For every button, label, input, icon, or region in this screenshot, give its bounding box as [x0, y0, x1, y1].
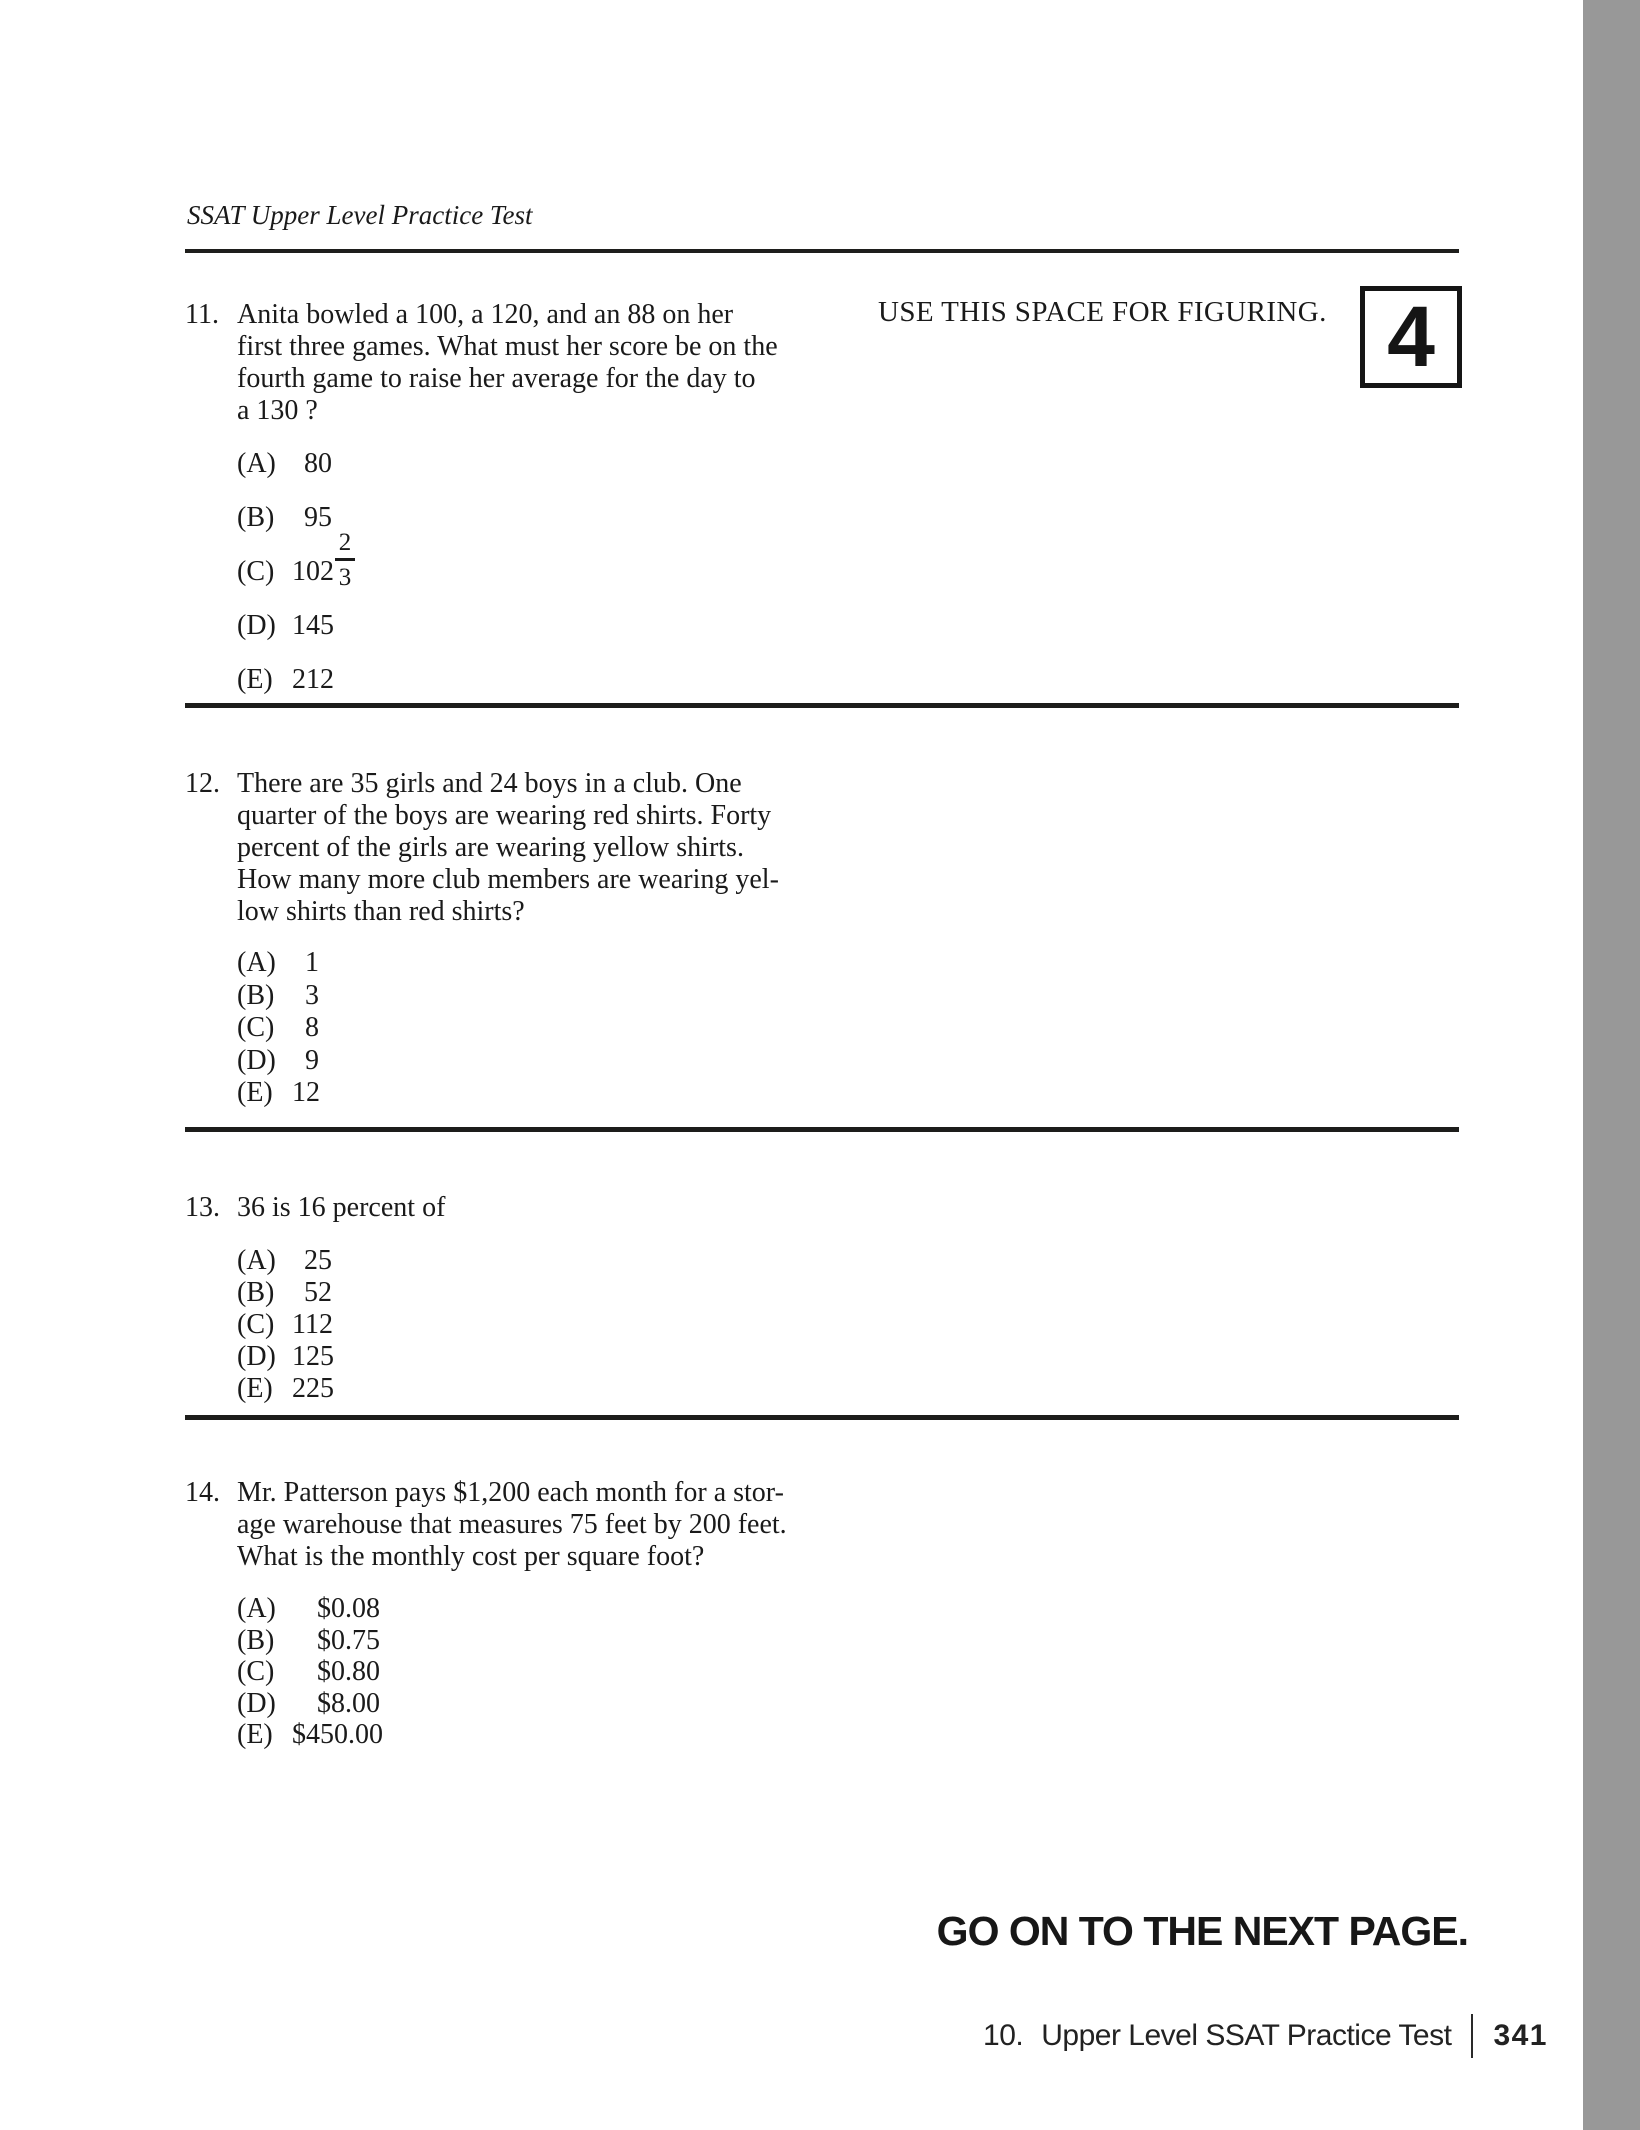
options-list	[237, 1245, 445, 1405]
question-text-line: fourth game to raise her average for the day to	[237, 363, 756, 394]
option-row	[237, 529, 778, 610]
question-text-line: a 130 ?	[237, 395, 318, 426]
option-value: 3	[305, 979, 319, 1011]
footer	[983, 2014, 1548, 2058]
option-value: 12	[292, 1077, 320, 1108]
option-letter: (D)	[237, 1341, 276, 1372]
option-letter: (D)	[237, 1044, 276, 1076]
option-row	[237, 1373, 445, 1405]
options-list	[237, 1593, 787, 1751]
question-11	[185, 299, 778, 718]
option-value: 112	[292, 1309, 333, 1340]
section-number-box: 4	[1360, 286, 1462, 388]
option-letter: (B)	[237, 1624, 275, 1656]
question-text-line: low shirts than red shirts?	[237, 896, 525, 927]
option-letter: (B)	[237, 502, 275, 533]
figuring-note: USE THIS SPACE FOR FIGURING.	[878, 296, 1327, 328]
footer-divider	[1471, 2014, 1473, 2058]
option-value: 225	[292, 1373, 334, 1404]
option-value: $450.00	[292, 1719, 383, 1750]
question-number: 14.	[185, 1477, 220, 1508]
option-letter: (A)	[237, 947, 276, 978]
question-13	[185, 1192, 445, 1405]
option-value: 80	[304, 448, 332, 479]
option-letter: (E)	[237, 1373, 273, 1404]
question-text-line: age warehouse that measures 75 feet by 200 feet.	[237, 1509, 787, 1540]
fraction-numerator: 2	[338, 529, 352, 556]
question-number: 13.	[185, 1192, 220, 1223]
footer-title: Upper Level SSAT Practice Test	[1041, 2019, 1452, 2052]
option-value: 95	[304, 502, 332, 533]
option-row	[237, 1688, 787, 1720]
question-text-line: first three games. What must her score be on the	[237, 331, 778, 362]
option-row	[237, 1309, 445, 1341]
fraction-denominator: 3	[338, 564, 352, 591]
option-value: 9	[305, 1044, 319, 1076]
option-letter: (A)	[237, 1593, 276, 1624]
option-row	[237, 1656, 787, 1688]
question-text	[237, 1192, 445, 1224]
option-value: 125	[292, 1341, 334, 1372]
option-value: 1	[305, 947, 319, 978]
section-divider	[185, 1127, 1459, 1132]
option-letter: (C)	[237, 1012, 275, 1043]
question-text-line: Mr. Patterson pays $1,200 each month for a stor-	[237, 1477, 784, 1508]
option-row	[237, 1341, 445, 1373]
question-text-line: There are 35 girls and 24 boys in a club. One	[237, 768, 742, 799]
option-letter: (B)	[237, 979, 275, 1011]
option-value: 25	[304, 1245, 332, 1276]
option-letter: (C)	[237, 1656, 275, 1687]
running-head: SSAT Upper Level Practice Test	[187, 200, 533, 230]
question-12	[185, 768, 779, 1110]
question-text-line: What is the monthly cost per square foot?	[237, 1541, 705, 1572]
option-row	[237, 1593, 787, 1625]
question-text-line: 36 is 16 percent of	[237, 1192, 446, 1223]
option-letter: (C)	[237, 556, 275, 587]
fraction	[335, 530, 355, 590]
option-row	[237, 664, 778, 718]
option-letter: (D)	[237, 1687, 276, 1719]
page-number: 341	[1493, 2019, 1548, 2052]
question-text	[237, 1477, 787, 1573]
option-row	[237, 1012, 779, 1045]
section-divider	[185, 703, 1459, 708]
options-list	[237, 947, 779, 1110]
question-number: 11.	[185, 299, 219, 330]
option-value: 8	[305, 1012, 319, 1043]
footer-chapter-number: 10.	[983, 2019, 1024, 2052]
option-row	[237, 980, 779, 1013]
option-value: $0.75	[317, 1624, 380, 1656]
options-list	[237, 448, 778, 718]
question-text	[237, 299, 778, 427]
question-number: 12.	[185, 768, 220, 799]
option-value: 102	[292, 556, 334, 587]
question-text-line: percent of the girls are wearing yellow shirts.	[237, 832, 744, 863]
option-row	[237, 1277, 445, 1309]
option-value: 52	[304, 1277, 332, 1308]
option-letter: (C)	[237, 1309, 275, 1340]
option-row	[237, 610, 778, 664]
option-row	[237, 1245, 445, 1277]
option-row	[237, 1625, 787, 1657]
header-rule	[185, 249, 1459, 253]
option-letter: (E)	[237, 1719, 273, 1750]
option-row	[237, 947, 779, 980]
option-letter: (A)	[237, 1245, 276, 1276]
section-divider	[185, 1415, 1459, 1420]
option-row	[237, 1077, 779, 1110]
option-row	[237, 1719, 787, 1751]
option-letter: (D)	[237, 610, 276, 641]
question-text-line: quarter of the boys are wearing red shirts. Forty	[237, 800, 772, 831]
option-row	[237, 502, 778, 556]
option-letter: (A)	[237, 448, 276, 479]
option-letter: (B)	[237, 1277, 275, 1308]
option-row	[237, 448, 778, 502]
option-value: 145	[292, 610, 334, 641]
question-text-line: How many more club members are wearing yel-	[237, 864, 779, 895]
option-value: $0.80	[317, 1656, 380, 1687]
option-value: 212	[292, 664, 334, 695]
go-on-note: GO ON TO THE NEXT PAGE.	[936, 1908, 1468, 1954]
option-value: $0.08	[317, 1593, 380, 1624]
question-14	[185, 1477, 787, 1751]
right-gutter-bar	[1583, 0, 1640, 2130]
option-value: $8.00	[317, 1687, 380, 1719]
option-row	[237, 1045, 779, 1078]
question-text-line: Anita bowled a 100, a 120, and an 88 on her	[237, 299, 734, 330]
option-letter: (E)	[237, 1077, 273, 1108]
option-letter: (E)	[237, 664, 273, 695]
question-text	[237, 768, 779, 928]
